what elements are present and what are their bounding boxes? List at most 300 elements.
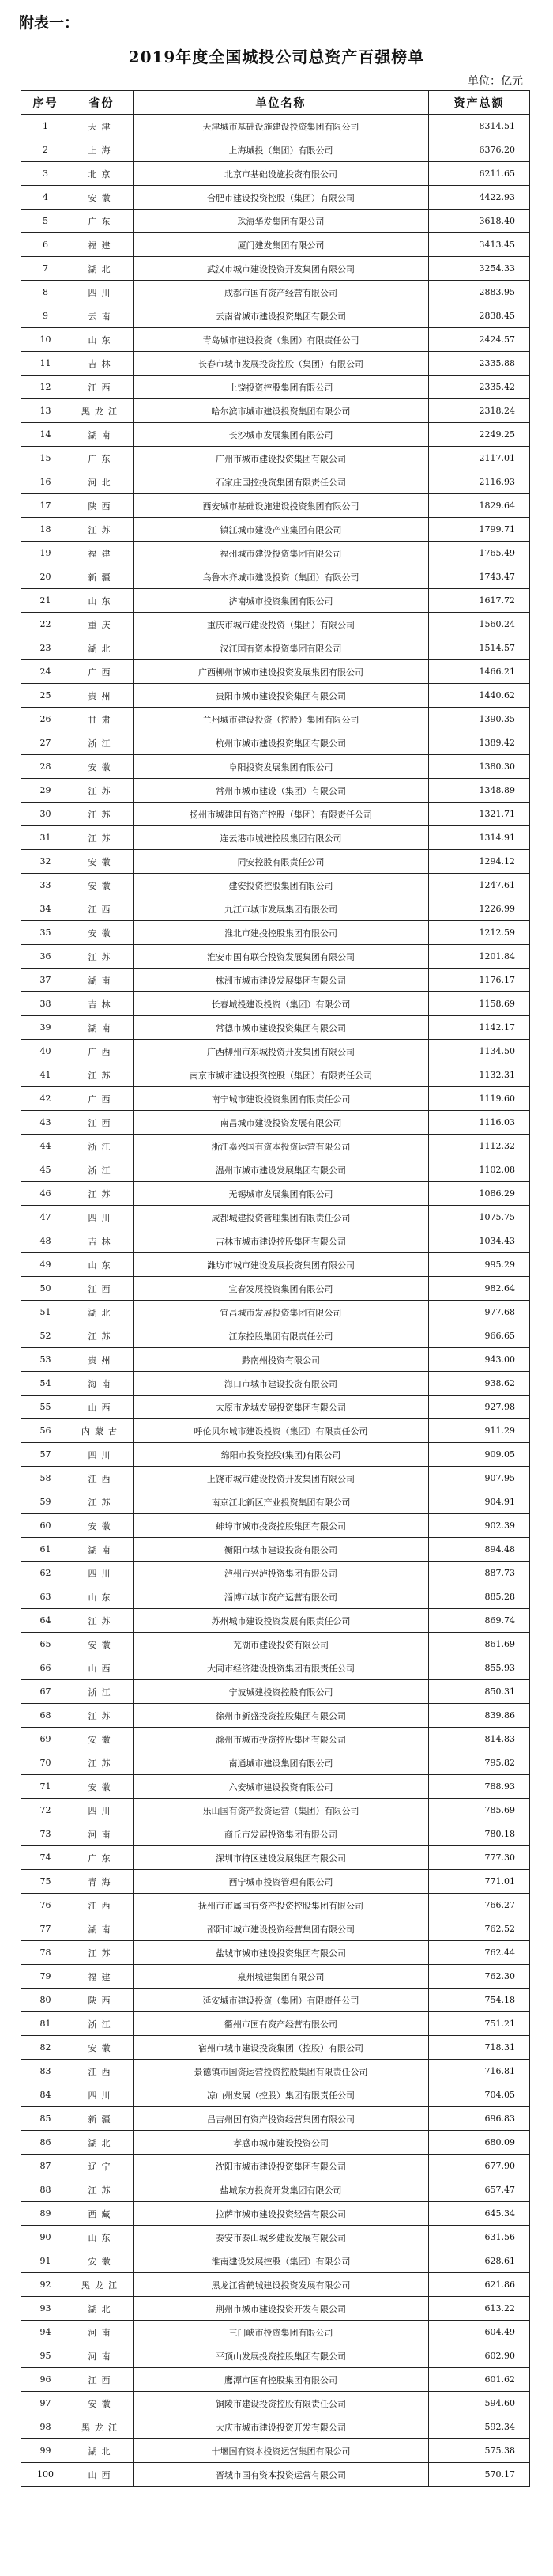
row-province: 湖南 (70, 423, 134, 447)
table-row (21, 1846, 530, 1870)
row-total-assets: 1247.61 (429, 874, 530, 897)
row-total-assets: 1086.29 (429, 1182, 530, 1206)
ranking-table (21, 90, 530, 2487)
table-row (21, 1870, 530, 1894)
table-row (21, 423, 530, 447)
row-rank: 53 (21, 1348, 70, 1372)
row-company-name: 潍坊市城市建设发展投资集团有限公司 (134, 1253, 429, 1277)
row-company-name: 绵阳市投资控股(集团)有限公司 (134, 1443, 429, 1467)
table-row (21, 352, 530, 376)
row-province: 湖南 (70, 1538, 134, 1562)
row-company-name: 哈尔滨市城市建设投资集团有限公司 (134, 399, 429, 423)
row-rank: 14 (21, 423, 70, 447)
row-rank: 34 (21, 897, 70, 921)
table-row (21, 1467, 530, 1490)
row-rank: 63 (21, 1585, 70, 1609)
row-company-name: 沈阳市城市建设投资集团有限公司 (134, 2155, 429, 2178)
row-rank: 1 (21, 115, 70, 138)
row-province: 江苏 (70, 1751, 134, 1775)
row-total-assets: 1440.62 (429, 684, 530, 708)
row-total-assets: 943.00 (429, 1348, 530, 1372)
table-row (21, 1253, 530, 1277)
row-province: 广东 (70, 210, 134, 233)
row-rank: 52 (21, 1324, 70, 1348)
row-company-name: 杭州市城市建设投资集团有限公司 (134, 731, 429, 755)
row-company-name: 广西柳州市城市建设投资发展集团有限公司 (134, 660, 429, 684)
row-rank: 23 (21, 636, 70, 660)
row-rank: 36 (21, 945, 70, 969)
row-total-assets: 795.82 (429, 1751, 530, 1775)
row-company-name: 宿州市城市建设投资集团（控股）有限公司 (134, 2036, 429, 2060)
row-company-name: 昌吉州国有资产投资经营集团有限公司 (134, 2107, 429, 2131)
table-row (21, 1633, 530, 1656)
row-company-name: 九江市城市发展集团有限公司 (134, 897, 429, 921)
row-total-assets: 788.93 (429, 1775, 530, 1799)
table-row (21, 1609, 530, 1633)
row-province: 安徽 (70, 2249, 134, 2273)
table-row (21, 731, 530, 755)
row-total-assets: 2883.95 (429, 281, 530, 304)
row-rank: 76 (21, 1894, 70, 1917)
row-rank: 85 (21, 2107, 70, 2131)
table-row (21, 850, 530, 874)
row-rank: 2 (21, 138, 70, 162)
row-province: 北京 (70, 162, 134, 186)
row-rank: 65 (21, 1633, 70, 1656)
row-company-name: 重庆市城市建设投资（集团）有限公司 (134, 613, 429, 636)
row-rank: 4 (21, 186, 70, 210)
table-row (21, 542, 530, 565)
row-total-assets: 4422.93 (429, 186, 530, 210)
row-rank: 81 (21, 2012, 70, 2036)
row-company-name: 北京市基础设施投资有限公司 (134, 162, 429, 186)
table-row (21, 447, 530, 470)
row-province: 山西 (70, 2463, 134, 2487)
row-rank: 42 (21, 1087, 70, 1111)
row-company-name: 铜陵市建设投资控股有限责任公司 (134, 2392, 429, 2415)
row-total-assets: 766.27 (429, 1894, 530, 1917)
row-company-name: 青岛城市建设投资（集团）有限责任公司 (134, 328, 429, 352)
row-total-assets: 785.69 (429, 1799, 530, 1822)
row-total-assets: 938.62 (429, 1372, 530, 1396)
row-company-name: 景德镇市国资运营投资控股集团有限责任公司 (134, 2060, 429, 2083)
row-company-name: 宜春发展投资集团有限公司 (134, 1277, 429, 1301)
table-row (21, 565, 530, 589)
row-province: 四川 (70, 1799, 134, 1822)
row-company-name: 南京市城市建设投资控股（集团）有限责任公司 (134, 1063, 429, 1087)
row-total-assets: 927.98 (429, 1396, 530, 1419)
row-rank: 74 (21, 1846, 70, 1870)
row-rank: 92 (21, 2273, 70, 2297)
row-rank: 80 (21, 1989, 70, 2012)
row-province: 江苏 (70, 1941, 134, 1965)
row-province: 湖北 (70, 257, 134, 281)
row-rank: 94 (21, 2321, 70, 2344)
table-row (21, 494, 530, 518)
row-rank: 84 (21, 2083, 70, 2107)
table-row (21, 2107, 530, 2131)
row-rank: 6 (21, 233, 70, 257)
row-province: 吉林 (70, 992, 134, 1016)
row-province: 江西 (70, 897, 134, 921)
row-total-assets: 1765.49 (429, 542, 530, 565)
row-province: 山东 (70, 328, 134, 352)
row-total-assets: 1799.71 (429, 518, 530, 542)
row-company-name: 合肥市建设投资控股（集团）有限公司 (134, 186, 429, 210)
row-rank: 27 (21, 731, 70, 755)
row-province: 江苏 (70, 826, 134, 850)
table-row (21, 1063, 530, 1087)
row-company-name: 无锡城市发展集团有限公司 (134, 1182, 429, 1206)
table-row (21, 1656, 530, 1680)
row-total-assets: 780.18 (429, 1822, 530, 1846)
row-company-name: 上饶市城市建设投资开发集团有限公司 (134, 1467, 429, 1490)
row-province: 江苏 (70, 779, 134, 803)
row-province: 四川 (70, 1206, 134, 1229)
row-total-assets: 1075.75 (429, 1206, 530, 1229)
row-total-assets: 839.86 (429, 1704, 530, 1728)
table-row (21, 2060, 530, 2083)
row-total-assets: 680.09 (429, 2131, 530, 2155)
row-total-assets: 850.31 (429, 1680, 530, 1704)
row-total-assets: 1389.42 (429, 731, 530, 755)
row-company-name: 泉州城建集团有限公司 (134, 1965, 429, 1989)
row-company-name: 福州城市建设投资集团有限公司 (134, 542, 429, 565)
row-company-name: 拉萨市城市建设投资经营有限公司 (134, 2202, 429, 2226)
row-company-name: 石家庄国控投资集团有限责任公司 (134, 470, 429, 494)
row-total-assets: 887.73 (429, 1562, 530, 1585)
row-company-name: 延安城市建设投资（集团）有限责任公司 (134, 1989, 429, 2012)
row-province: 四川 (70, 1562, 134, 1585)
row-rank: 67 (21, 1680, 70, 1704)
row-company-name: 淮北市建投控股集团有限公司 (134, 921, 429, 945)
table-row (21, 1158, 530, 1182)
row-total-assets: 1212.59 (429, 921, 530, 945)
table-row (21, 1111, 530, 1135)
row-company-name: 盐城东方投资开发集团有限公司 (134, 2178, 429, 2202)
row-total-assets: 1829.64 (429, 494, 530, 518)
table-row (21, 1324, 530, 1348)
row-total-assets: 771.01 (429, 1870, 530, 1894)
row-province: 山东 (70, 1585, 134, 1609)
table-row (21, 1206, 530, 1229)
row-total-assets: 718.31 (429, 2036, 530, 2060)
row-province: 甘肃 (70, 708, 134, 731)
row-rank: 35 (21, 921, 70, 945)
table-row (21, 1372, 530, 1396)
row-company-name: 成都市国有资产经营有限公司 (134, 281, 429, 304)
row-company-name: 镇江城市建设产业集团有限公司 (134, 518, 429, 542)
row-province: 吉林 (70, 1229, 134, 1253)
row-province: 安徽 (70, 1633, 134, 1656)
row-province: 湖南 (70, 1016, 134, 1040)
row-province: 西藏 (70, 2202, 134, 2226)
row-rank: 26 (21, 708, 70, 731)
table-row (21, 1704, 530, 1728)
row-total-assets: 602.90 (429, 2344, 530, 2368)
row-province: 云南 (70, 304, 134, 328)
row-company-name: 泰安市泰山城乡建设发展有限公司 (134, 2226, 429, 2249)
row-rank: 69 (21, 1728, 70, 1751)
row-total-assets: 2838.45 (429, 304, 530, 328)
row-province: 新疆 (70, 2107, 134, 2131)
row-province: 黑龙江 (70, 2415, 134, 2439)
row-province: 贵州 (70, 1348, 134, 1372)
row-company-name: 江东控股集团有限责任公司 (134, 1324, 429, 1348)
row-province: 安徽 (70, 1728, 134, 1751)
row-province: 山西 (70, 1396, 134, 1419)
row-company-name: 西安城市基础设施建设投资集团有限公司 (134, 494, 429, 518)
row-total-assets: 592.34 (429, 2415, 530, 2439)
row-province: 江苏 (70, 1704, 134, 1728)
row-total-assets: 995.29 (429, 1253, 530, 1277)
row-rank: 54 (21, 1372, 70, 1396)
row-province: 广西 (70, 1040, 134, 1063)
row-rank: 79 (21, 1965, 70, 1989)
row-province: 湖北 (70, 2131, 134, 2155)
row-total-assets: 613.22 (429, 2297, 530, 2321)
row-rank: 12 (21, 376, 70, 399)
table-row (21, 281, 530, 304)
row-province: 江苏 (70, 945, 134, 969)
row-company-name: 商丘市发展投资集团有限公司 (134, 1822, 429, 1846)
row-company-name: 吉林市城市建设控股集团有限公司 (134, 1229, 429, 1253)
row-company-name: 淄博市城市资产运营有限公司 (134, 1585, 429, 1609)
row-total-assets: 6376.20 (429, 138, 530, 162)
row-total-assets: 1348.89 (429, 779, 530, 803)
table-row (21, 2083, 530, 2107)
row-province: 河北 (70, 470, 134, 494)
row-total-assets: 631.56 (429, 2226, 530, 2249)
table-row (21, 1443, 530, 1467)
row-province: 山东 (70, 589, 134, 613)
row-total-assets: 1226.99 (429, 897, 530, 921)
row-province: 四川 (70, 2083, 134, 2107)
row-rank: 60 (21, 1514, 70, 1538)
table-row (21, 1775, 530, 1799)
row-company-name: 兰州城市建设投资（控股）集团有限公司 (134, 708, 429, 731)
row-total-assets: 909.05 (429, 1443, 530, 1467)
row-total-assets: 594.60 (429, 2392, 530, 2415)
table-row (21, 328, 530, 352)
table-row (21, 1585, 530, 1609)
row-province: 江苏 (70, 518, 134, 542)
row-company-name: 上海城投（集团）有限公司 (134, 138, 429, 162)
row-company-name: 长春市城市发展投资控股（集团）有限公司 (134, 352, 429, 376)
row-rank: 41 (21, 1063, 70, 1087)
row-province: 江苏 (70, 2178, 134, 2202)
row-rank: 49 (21, 1253, 70, 1277)
row-rank: 48 (21, 1229, 70, 1253)
table-row (21, 1799, 530, 1822)
table-row (21, 1087, 530, 1111)
table-row (21, 115, 530, 138)
row-company-name: 长沙城市发展集团有限公司 (134, 423, 429, 447)
table-row (21, 992, 530, 1016)
row-company-name: 六安城市建设投资有限公司 (134, 1775, 429, 1799)
table-row (21, 2439, 530, 2463)
row-province: 黑龙江 (70, 2273, 134, 2297)
row-company-name: 成都城建投资管理集团有限责任公司 (134, 1206, 429, 1229)
row-rank: 10 (21, 328, 70, 352)
row-rank: 51 (21, 1301, 70, 1324)
row-rank: 29 (21, 779, 70, 803)
row-province: 江西 (70, 1467, 134, 1490)
row-company-name: 三门峡市投资集团有限公司 (134, 2321, 429, 2344)
row-rank: 78 (21, 1941, 70, 1965)
row-province: 湖南 (70, 1917, 134, 1941)
row-company-name: 滁州市城市投资控股集团有限公司 (134, 1728, 429, 1751)
row-rank: 71 (21, 1775, 70, 1799)
row-total-assets: 1201.84 (429, 945, 530, 969)
table-row (21, 1301, 530, 1324)
row-rank: 32 (21, 850, 70, 874)
table-row (21, 518, 530, 542)
row-rank: 21 (21, 589, 70, 613)
row-province: 江苏 (70, 1609, 134, 1633)
row-total-assets: 1617.72 (429, 589, 530, 613)
row-company-name: 上饶投资控股集团有限公司 (134, 376, 429, 399)
appendix-label: 附表一： (19, 14, 80, 32)
table-row (21, 2012, 530, 2036)
row-company-name: 黔南州投资有限公司 (134, 1348, 429, 1372)
row-total-assets: 704.05 (429, 2083, 530, 2107)
row-company-name: 深圳市特区建设发展集团有限公司 (134, 1846, 429, 1870)
table-row (21, 2321, 530, 2344)
row-rank: 72 (21, 1799, 70, 1822)
row-rank: 37 (21, 969, 70, 992)
row-company-name: 大庆市城市建设投资开发有限公司 (134, 2415, 429, 2439)
row-province: 江西 (70, 1277, 134, 1301)
row-province: 安徽 (70, 1775, 134, 1799)
row-company-name: 天津城市基础设施建设投资集团有限公司 (134, 115, 429, 138)
row-rank: 33 (21, 874, 70, 897)
table-row (21, 1135, 530, 1158)
row-total-assets: 604.49 (429, 2321, 530, 2344)
table-row (21, 945, 530, 969)
row-province: 重庆 (70, 613, 134, 636)
row-rank: 44 (21, 1135, 70, 1158)
table-header-row (21, 91, 530, 115)
table-row (21, 1965, 530, 1989)
row-province: 黑龙江 (70, 399, 134, 423)
row-company-name: 荆州市城市建设投资开发有限公司 (134, 2297, 429, 2321)
row-company-name: 淮南建设发展控股（集团）有限公司 (134, 2249, 429, 2273)
row-company-name: 贵阳市城市建设投资集团有限公司 (134, 684, 429, 708)
row-total-assets: 1176.17 (429, 969, 530, 992)
row-total-assets: 1102.08 (429, 1158, 530, 1182)
row-total-assets: 904.91 (429, 1490, 530, 1514)
row-rank: 50 (21, 1277, 70, 1301)
row-company-name: 南京江北新区产业投资集团有限公司 (134, 1490, 429, 1514)
row-province: 江西 (70, 1894, 134, 1917)
row-total-assets: 657.47 (429, 2178, 530, 2202)
row-company-name: 徐州市新盛投资控股集团有限公司 (134, 1704, 429, 1728)
row-province: 陕西 (70, 1989, 134, 2012)
row-company-name: 乐山国有资产投资运营（集团）有限公司 (134, 1799, 429, 1822)
row-total-assets: 3254.33 (429, 257, 530, 281)
row-total-assets: 1321.71 (429, 803, 530, 826)
row-total-assets: 1119.60 (429, 1087, 530, 1111)
row-total-assets: 2116.93 (429, 470, 530, 494)
row-province: 安徽 (70, 921, 134, 945)
row-company-name: 呼伦贝尔城市建设投资（集团）有限责任公司 (134, 1419, 429, 1443)
row-rank: 20 (21, 565, 70, 589)
table-row (21, 636, 530, 660)
table-row (21, 233, 530, 257)
table-row (21, 1396, 530, 1419)
row-total-assets: 677.90 (429, 2155, 530, 2178)
row-rank: 56 (21, 1419, 70, 1443)
row-rank: 17 (21, 494, 70, 518)
table-row (21, 1680, 530, 1704)
table-row (21, 2297, 530, 2321)
table-row (21, 2368, 530, 2392)
row-province: 河南 (70, 1822, 134, 1846)
row-province: 辽宁 (70, 2155, 134, 2178)
row-company-name: 衡阳市城市建设投资有限公司 (134, 1538, 429, 1562)
row-rank: 19 (21, 542, 70, 565)
row-rank: 3 (21, 162, 70, 186)
row-company-name: 武汉市城市建设投资开发集团有限公司 (134, 257, 429, 281)
row-rank: 99 (21, 2439, 70, 2463)
row-province: 广西 (70, 660, 134, 684)
table-row (21, 2415, 530, 2439)
row-rank: 16 (21, 470, 70, 494)
table-row (21, 1989, 530, 2012)
table-row (21, 2249, 530, 2273)
row-province: 福建 (70, 542, 134, 565)
row-total-assets: 628.61 (429, 2249, 530, 2273)
row-province: 湖北 (70, 1301, 134, 1324)
row-rank: 70 (21, 1751, 70, 1775)
row-company-name: 晋城市国有资本投资运营有限公司 (134, 2463, 429, 2487)
row-province: 安徽 (70, 874, 134, 897)
row-total-assets: 2335.42 (429, 376, 530, 399)
row-rank: 13 (21, 399, 70, 423)
table-row (21, 1514, 530, 1538)
row-province: 山西 (70, 1656, 134, 1680)
row-company-name: 济南城市投资集团有限公司 (134, 589, 429, 613)
table-row (21, 1348, 530, 1372)
row-province: 河南 (70, 2344, 134, 2368)
row-total-assets: 2117.01 (429, 447, 530, 470)
table-row (21, 1490, 530, 1514)
row-province: 山东 (70, 1253, 134, 1277)
row-province: 江西 (70, 1111, 134, 1135)
row-total-assets: 1560.24 (429, 613, 530, 636)
row-total-assets: 3618.40 (429, 210, 530, 233)
row-total-assets: 1134.50 (429, 1040, 530, 1063)
row-total-assets: 2424.57 (429, 328, 530, 352)
row-rank: 25 (21, 684, 70, 708)
row-rank: 62 (21, 1562, 70, 1585)
row-total-assets: 751.21 (429, 2012, 530, 2036)
row-rank: 88 (21, 2178, 70, 2202)
row-rank: 93 (21, 2297, 70, 2321)
row-total-assets: 621.86 (429, 2273, 530, 2297)
row-province: 福建 (70, 1965, 134, 1989)
table-row (21, 1941, 530, 1965)
row-province: 上海 (70, 138, 134, 162)
row-total-assets: 1112.32 (429, 1135, 530, 1158)
row-province: 江苏 (70, 1490, 134, 1514)
row-province: 四川 (70, 281, 134, 304)
table-row (21, 162, 530, 186)
table-row (21, 921, 530, 945)
header-assets: 资产总额 (429, 91, 530, 115)
row-rank: 9 (21, 304, 70, 328)
